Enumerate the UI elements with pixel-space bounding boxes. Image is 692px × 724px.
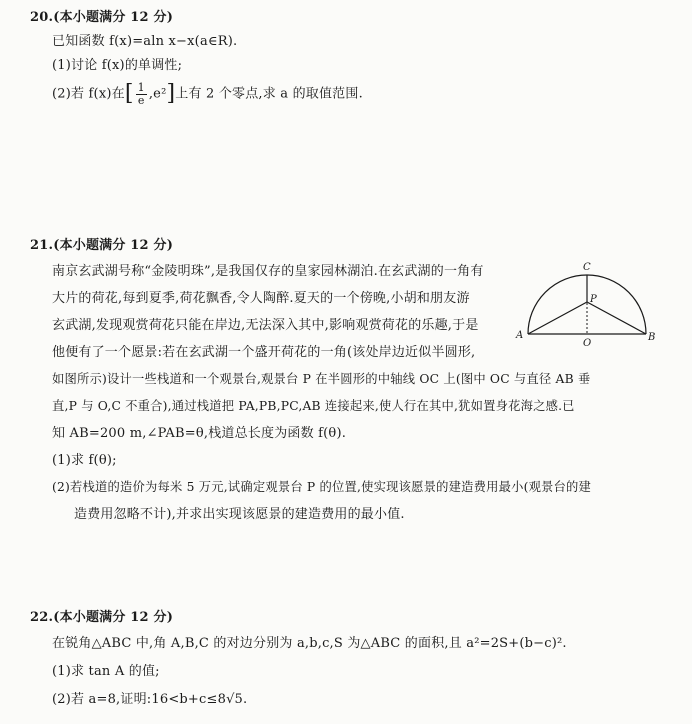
q21-line-2: 大片的荷花,每到夏季,荷花飘香,令人陶醉.夏天的一个傍晚,小胡和朋友游 (52, 291, 470, 306)
fraction-denominator: e (137, 93, 145, 107)
fraction-numerator: 1 (137, 80, 145, 94)
label-p: P (590, 294, 597, 305)
question-22 (30, 606, 670, 714)
q21-line-7: 知 AB=200 m,∠PAB=θ,栈道总长度为函数 f(θ). (52, 426, 347, 441)
q20-stem: 已知函数 f(x)=aln x−x(a∈R). (52, 34, 238, 49)
q20-part2 (30, 78, 670, 111)
q21-line-6: 直,P 与 O,C 不重合),通过栈道把 PA,PB,PC,AB 连接起来,使人行在其中,犹如置身花海之感.已 (52, 399, 575, 413)
right-bracket: ] (166, 81, 176, 106)
question-20 (30, 6, 670, 111)
q20-interval-right: ,e² (148, 86, 167, 102)
q21-part2-line1: (2)若栈道的造价为每米 5 万元,试确定观景台 P 的位置,使实现该愿景的建造费用最小(观景台的建 (52, 480, 592, 494)
q21-line-4: 他便有了一个愿景:若在玄武湖一个盛开荷花的一角(该处岸边近似半圆形, (52, 345, 476, 360)
q20-part2-pre: (2)若 f(x)在 (52, 86, 125, 102)
q20-part2-post: 上有 2 个零点,求 a 的取值范围. (175, 86, 363, 102)
label-c: C (583, 262, 591, 273)
q22-part1: (1)求 tan A 的值; (52, 664, 160, 679)
left-bracket: [ (124, 81, 134, 106)
q21-part2-line2: 造费用忽略不计),并求出实现该愿景的建造费用的最小值. (74, 507, 405, 522)
q21-part1: (1)求 f(θ); (52, 453, 117, 468)
q20-part1: (1)讨论 f(x)的单调性; (52, 58, 183, 73)
q21-line-5: 如图所示)设计一些栈道和一个观景台,观景台 P 在半圆形的中轴线 OC 上(图中 OC 与直径 AB 垂 (52, 372, 591, 386)
semicircle-figure (510, 258, 660, 352)
q21-heading: 21.(本小题满分 12 分) (30, 238, 174, 253)
label-o: O (583, 338, 592, 348)
q20-fraction (136, 82, 147, 107)
q22-heading: 22.(本小题满分 12 分) (30, 610, 174, 625)
label-b: B (648, 332, 656, 343)
q20-heading: 20.(本小题满分 12 分) (30, 10, 174, 25)
q22-stem: 在锐角△ABC 中,角 A,B,C 的对边分别为 a,b,c,S 为△ABC 的面积,且 a²=2S+(b−c)². (52, 636, 567, 651)
q21-line-1: 南京玄武湖号称“金陵明珠”,是我国仅存的皇家园林湖泊.在玄武湖的一角有 (52, 264, 484, 279)
segment-pa (528, 302, 587, 334)
label-a: A (516, 330, 524, 341)
q22-part2: (2)若 a=8,证明:16<b+c≤8√5. (52, 692, 248, 707)
q21-line-3: 玄武湖,发现观赏荷花只能在岸边,无法深入其中,影响观赏荷花的乐趣,于是 (52, 318, 479, 333)
segment-pb (587, 302, 646, 334)
